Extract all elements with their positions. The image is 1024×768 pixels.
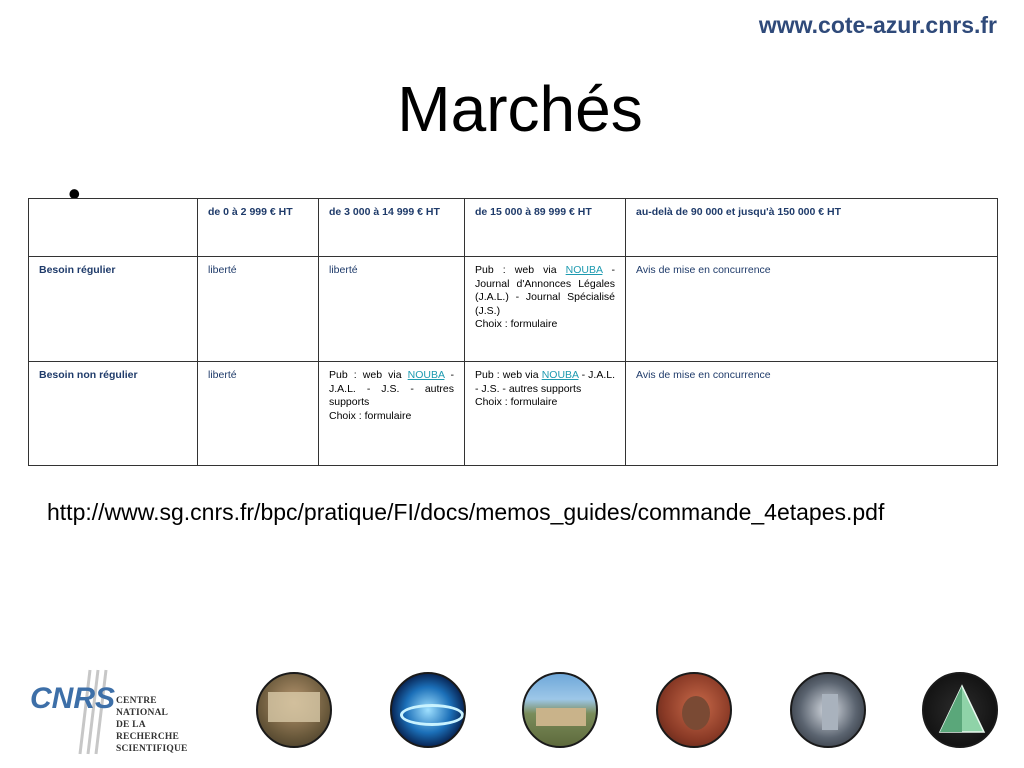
row-label: Besoin non régulier	[29, 362, 198, 466]
cnrs-logo-text	[116, 695, 210, 755]
table-cell: liberté	[319, 257, 465, 362]
table-cell: Avis de mise en concurrence	[626, 257, 998, 362]
table-header-empty	[29, 199, 198, 257]
building-photo	[256, 672, 332, 748]
table-cell	[465, 362, 626, 466]
choice-text: Choix : formulaire	[475, 396, 558, 408]
bullet-marker: •	[68, 173, 81, 214]
table-cell	[319, 362, 465, 466]
procurement-table	[28, 198, 998, 466]
nouba-link[interactable]: NOUBA	[541, 369, 579, 381]
pub-line	[475, 369, 615, 396]
pub-rest: - J.A.L. - J.S. - autres supports	[329, 369, 454, 408]
cnrs-logo	[28, 668, 210, 756]
pub-prefix: Pub : web via	[329, 369, 402, 381]
light-ring-photo	[390, 672, 466, 748]
pdf-url-link[interactable]: http://www.sg.cnrs.fr/bpc/pratique/FI/docs/memos_guides/commande_4etapes.pdf	[47, 499, 885, 525]
pub-line	[329, 369, 454, 410]
row-label: Besoin régulier	[29, 257, 198, 362]
table-header-cell: de 0 à 2 999 € HT	[198, 199, 319, 257]
pub-prefix: Pub : web via	[475, 264, 557, 276]
table-row	[29, 257, 998, 362]
table-header-cell: au-delà de 90 000 et jusqu'à 150 000 € HT	[626, 199, 998, 257]
table-header-cell: de 15 000 à 89 999 € HT	[465, 199, 626, 257]
table-row	[29, 362, 998, 466]
table-header-cell: de 3 000 à 14 999 € HT	[319, 199, 465, 257]
logo-line: DE LA RECHERCHE	[116, 720, 180, 742]
logo-line: SCIENTIFIQUE	[116, 744, 188, 754]
portrait-photo	[656, 672, 732, 748]
table-cell: Avis de mise en concurrence	[626, 362, 998, 466]
choice-text: Choix : formulaire	[475, 318, 558, 330]
choice-text: Choix : formulaire	[329, 409, 412, 422]
pub-line	[475, 264, 615, 318]
table-header-row	[29, 199, 998, 257]
svg-text:CNRS: CNRS	[30, 682, 116, 715]
pub-rest: - Journal d'Annonces Légales (J.A.L.) - Journal Spécialisé (J.S.)	[475, 264, 615, 317]
nouba-link[interactable]: NOUBA	[407, 369, 445, 381]
site-url-link[interactable]: www.cote-azur.cnrs.fr	[758, 12, 997, 38]
table-cell: liberté	[198, 257, 319, 362]
crystal-pyramid-photo	[922, 672, 998, 748]
table-cell	[465, 257, 626, 362]
lab-equipment-photo	[790, 672, 866, 748]
nouba-link[interactable]: NOUBA	[565, 264, 603, 276]
pub-prefix: Pub : web via	[475, 369, 539, 381]
cnrs-logo-mark	[28, 668, 118, 756]
slide-title: Marchés	[397, 73, 643, 145]
logo-line: CENTRE NATIONAL	[116, 696, 169, 718]
campus-photo	[522, 672, 598, 748]
pyramid-icon	[924, 674, 998, 748]
table-cell: liberté	[198, 362, 319, 466]
pub-rest: - J.A.L. - J.S. - autres supports	[475, 369, 616, 395]
